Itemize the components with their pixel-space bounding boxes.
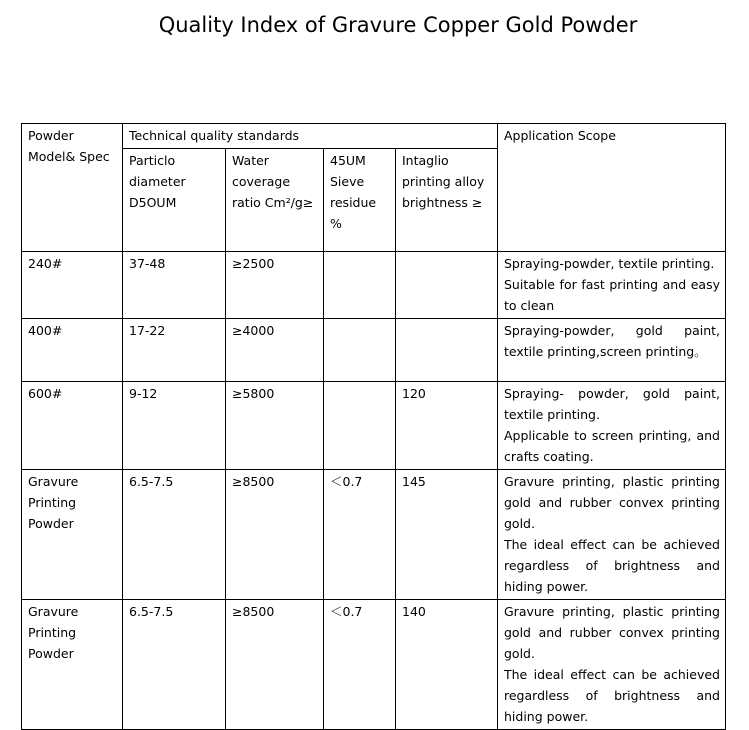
cell-scope bbox=[498, 252, 726, 319]
scope-line: Spraying-powder, gold paint, textile printing,screen printing。 bbox=[504, 323, 720, 359]
cell-particle: 9-12 bbox=[123, 382, 226, 470]
cell-water: ≥8500 bbox=[226, 600, 324, 730]
scope-line: The ideal effect can be achieved regardless of brightness and hiding power. bbox=[504, 667, 720, 724]
cell-scope bbox=[498, 600, 726, 730]
cell-brightness: 120 bbox=[396, 382, 498, 470]
cell-water: ≥2500 bbox=[226, 252, 324, 319]
cell-particle: 6.5-7.5 bbox=[123, 470, 226, 600]
cell-model: 240# bbox=[22, 252, 123, 319]
cell-water: ≥8500 bbox=[226, 470, 324, 600]
cell-brightness bbox=[396, 319, 498, 382]
table-row bbox=[22, 470, 726, 600]
scope-line: The ideal effect can be achieved regardless of brightness and hiding power. bbox=[504, 537, 720, 594]
header-brightness: Intaglio printing alloy brightness ≥ bbox=[396, 149, 498, 252]
cell-sieve bbox=[324, 319, 396, 382]
cell-particle: 37-48 bbox=[123, 252, 226, 319]
cell-particle: 17-22 bbox=[123, 319, 226, 382]
cell-sieve: ＜0.7 bbox=[324, 600, 396, 730]
scope-line: Spraying-powder, textile printing. bbox=[504, 256, 715, 271]
cell-brightness: 145 bbox=[396, 470, 498, 600]
cell-brightness bbox=[396, 252, 498, 319]
table-row bbox=[22, 252, 726, 319]
cell-scope bbox=[498, 470, 726, 600]
header-technical-standards: Technical quality standards bbox=[123, 124, 498, 149]
header-water-coverage: Water coverage ratio Cm²/g≥ bbox=[226, 149, 324, 252]
document-title: Quality Index of Gravure Copper Gold Powder bbox=[158, 13, 638, 37]
scope-line: Gravure printing, plastic printing gold and rubber convex printing gold. bbox=[504, 474, 720, 531]
scope-line: Spraying- powder, gold paint, textile printing. bbox=[504, 386, 720, 422]
cell-sieve bbox=[324, 382, 396, 470]
header-particle-diameter: Particlo diameter D5OUM bbox=[123, 149, 226, 252]
cell-water: ≥4000 bbox=[226, 319, 324, 382]
cell-sieve: ＜0.7 bbox=[324, 470, 396, 600]
cell-scope bbox=[498, 382, 726, 470]
cell-model: 400# bbox=[22, 319, 123, 382]
table-row bbox=[22, 600, 726, 730]
quality-index-table bbox=[21, 123, 726, 730]
scope-line: Applicable to screen printing, and crafts coating. bbox=[504, 428, 720, 464]
cell-sieve bbox=[324, 252, 396, 319]
header-sieve-residue: 45UM Sieve residue % bbox=[324, 149, 396, 252]
cell-model: 600# bbox=[22, 382, 123, 470]
cell-water: ≥5800 bbox=[226, 382, 324, 470]
scope-line: Gravure printing, plastic printing gold and rubber convex printing gold. bbox=[504, 604, 720, 661]
header-powder-model: Powder Model& Spec bbox=[22, 124, 123, 252]
table-row bbox=[22, 319, 726, 382]
cell-model: Gravure Printing Powder bbox=[22, 470, 123, 600]
table-row bbox=[22, 382, 726, 470]
cell-brightness: 140 bbox=[396, 600, 498, 730]
scope-line: Suitable for fast printing and easy to clean bbox=[504, 277, 720, 313]
cell-particle: 6.5-7.5 bbox=[123, 600, 226, 730]
cell-model: Gravure Printing Powder bbox=[22, 600, 123, 730]
header-row-1 bbox=[22, 124, 726, 149]
cell-scope bbox=[498, 319, 726, 382]
header-application-scope: Application Scope bbox=[498, 124, 726, 252]
